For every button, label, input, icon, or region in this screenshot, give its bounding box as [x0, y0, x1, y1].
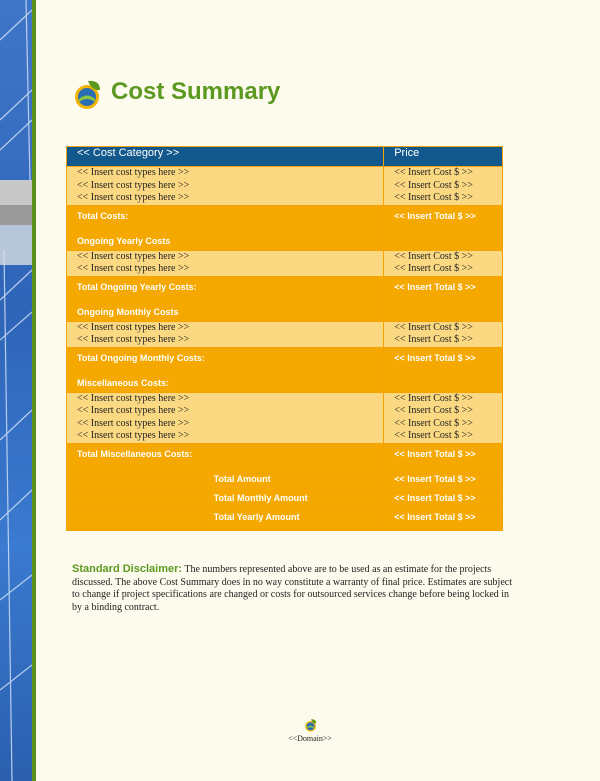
total-misc-row	[67, 443, 503, 473]
table-header-row	[67, 147, 503, 167]
total-misc-label: Total Miscellaneous Costs:	[77, 448, 193, 459]
yearly-items-row	[67, 250, 503, 276]
total-value-placeholder: << Insert Total $ >>	[384, 473, 503, 492]
cost-value-placeholder: << Insert Cost $ >>	[394, 321, 473, 333]
total-costs-label: Total Costs:	[77, 210, 129, 221]
footer-domain: <<Domain>>	[288, 734, 332, 743]
cost-type-placeholder: << Insert cost types here >>	[77, 417, 190, 429]
cost-type-placeholder: << Insert cost types here >>	[77, 192, 190, 203]
cost-type-placeholder: << Insert cost types here >>	[77, 321, 190, 333]
total-monthly-amount-row	[67, 492, 503, 511]
total-amount-row	[67, 473, 503, 492]
total-monthly-amount-label: Total Monthly Amount	[203, 492, 384, 511]
footer-logo-icon	[304, 718, 318, 732]
cost-value-placeholder: << Insert Cost $ >>	[394, 405, 473, 416]
total-ongoing-yearly-label: Total Ongoing Yearly Costs:	[77, 281, 197, 292]
leaf-globe-logo-icon	[72, 78, 104, 110]
total-value-placeholder: << Insert Total $ >>	[394, 210, 476, 221]
ongoing-monthly-heading: Ongoing Monthly Costs	[77, 306, 179, 317]
disclaimer-paragraph	[72, 563, 512, 614]
cost-value-placeholder: << Insert Cost $ >>	[394, 392, 473, 404]
cost-value-placeholder: << Insert Cost $ >>	[394, 167, 473, 178]
side-decoration	[0, 0, 32, 781]
total-monthly-row	[67, 347, 503, 392]
total-ongoing-monthly-label: Total Ongoing Monthly Costs:	[77, 352, 205, 363]
cost-value-placeholder: << Insert Cost $ >>	[394, 263, 473, 274]
ongoing-yearly-heading: Ongoing Yearly Costs	[77, 235, 171, 246]
header-price: Price	[384, 147, 503, 167]
cost-summary-table	[66, 146, 503, 531]
cost-value-placeholder: << Insert Cost $ >>	[394, 250, 473, 262]
misc-heading: Miscellaneous Costs:	[77, 377, 170, 388]
misc-items-row	[67, 392, 503, 443]
cost-type-placeholder: << Insert cost types here >>	[77, 250, 190, 262]
cost-items-row	[67, 167, 503, 206]
cost-value-placeholder: << Insert Cost $ >>	[394, 179, 473, 191]
total-value-placeholder: << Insert Total $ >>	[394, 448, 476, 459]
side-lines-graphic	[0, 0, 32, 781]
total-yearly-amount-row	[67, 511, 503, 530]
total-costs-row	[67, 205, 503, 250]
page-title: Cost Summary	[111, 78, 281, 105]
disclaimer-label: Standard Disclaimer:	[72, 563, 183, 575]
cost-type-placeholder: << Insert cost types here >>	[77, 334, 190, 345]
cost-type-placeholder: << Insert cost types here >>	[77, 263, 190, 274]
monthly-items-row	[67, 321, 503, 347]
total-yearly-row	[67, 276, 503, 321]
total-amount-label: Total Amount	[203, 473, 384, 492]
cost-type-placeholder: << Insert cost types here >>	[77, 392, 190, 404]
disclaimer-text: The numbers represented above are to be used as an estimate for the projects discussed. The above Cost Summary does in no way constitute a warranty of final price. Estimates are subject to change if project specifications are changed or costs for outsourced services change before being locked in by a binding contract.	[72, 564, 512, 613]
cost-value-placeholder: << Insert Cost $ >>	[394, 192, 473, 203]
cost-type-placeholder: << Insert cost types here >>	[77, 405, 190, 416]
cost-type-placeholder: << Insert cost types here >>	[77, 179, 190, 191]
cost-value-placeholder: << Insert Cost $ >>	[394, 334, 473, 345]
cost-value-placeholder: << Insert Cost $ >>	[394, 430, 473, 441]
cost-type-placeholder: << Insert cost types here >>	[77, 430, 190, 441]
cost-value-placeholder: << Insert Cost $ >>	[394, 417, 473, 429]
cost-type-placeholder: << Insert cost types here >>	[77, 167, 190, 178]
total-value-placeholder: << Insert Total $ >>	[384, 492, 503, 511]
total-value-placeholder: << Insert Total $ >>	[384, 511, 503, 530]
total-value-placeholder: << Insert Total $ >>	[394, 352, 476, 363]
header-cost-category: << Cost Category >>	[67, 147, 384, 167]
total-yearly-amount-label: Total Yearly Amount	[203, 511, 384, 530]
total-value-placeholder: << Insert Total $ >>	[394, 281, 476, 292]
